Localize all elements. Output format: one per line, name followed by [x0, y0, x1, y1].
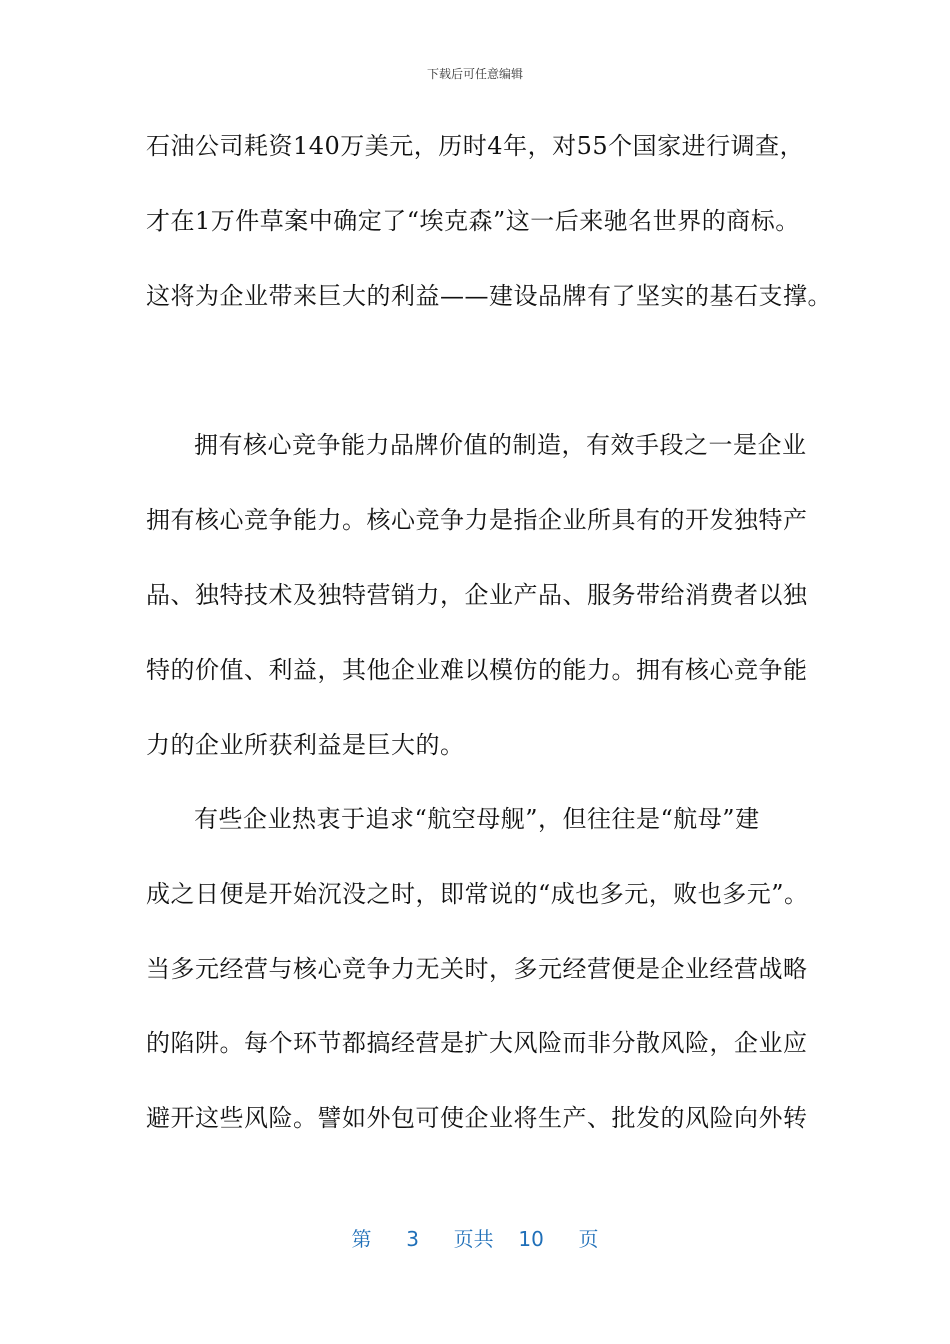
text-line: 拥有核心竞争能力。核心竞争力是指企业所具有的开发独特产 — [146, 506, 808, 534]
footer-suffix: 页 — [578, 1227, 599, 1251]
text-line: 避开这些风险。譬如外包可使企业将生产、批发的风险向外转 — [146, 1104, 808, 1132]
footer-total-pages: 10 — [518, 1227, 544, 1251]
text-line: 力的企业所获利益是巨大的。 — [146, 731, 465, 759]
footer-middle: 页共 — [453, 1227, 494, 1251]
footer-page-number: 3 — [406, 1227, 419, 1251]
text-line: 成之日便是开始沉没之时，即常说的“成也多元，败也多元”。 — [146, 880, 809, 908]
text-line: 特的价值、利益，其他企业难以模仿的能力。拥有核心竞争能 — [146, 656, 808, 684]
page-footer — [0, 1226, 950, 1252]
paragraph-first-line: 有些企业热衷于追求“航空母舰”，但往往是“航母”建 — [194, 805, 760, 833]
page-header-note: 下载后可任意编辑 — [426, 67, 523, 81]
text-line: 品、独特技术及独特营销力，企业产品、服务带给消费者以独 — [146, 581, 808, 609]
text-line: 才在1万件草案中确定了“埃克森”这一后来驰名世界的商标。 — [146, 207, 800, 235]
footer-prefix: 第 — [351, 1227, 372, 1251]
text-line: 的陷阱。每个环节都搞经营是扩大风险而非分散风险，企业应 — [146, 1029, 808, 1057]
text-line: 这将为企业带来巨大的利益——建设品牌有了坚实的基石支撑。 — [146, 282, 832, 310]
paragraph-first-line: 拥有核心竞争能力品牌价值的制造，有效手段之一是企业 — [194, 431, 807, 459]
text-line: 当多元经营与核心竞争力无关时，多元经营便是企业经营战略 — [146, 955, 808, 983]
text-line: 石油公司耗资140万美元，历时4年，对55个国家进行调查， — [146, 132, 805, 160]
